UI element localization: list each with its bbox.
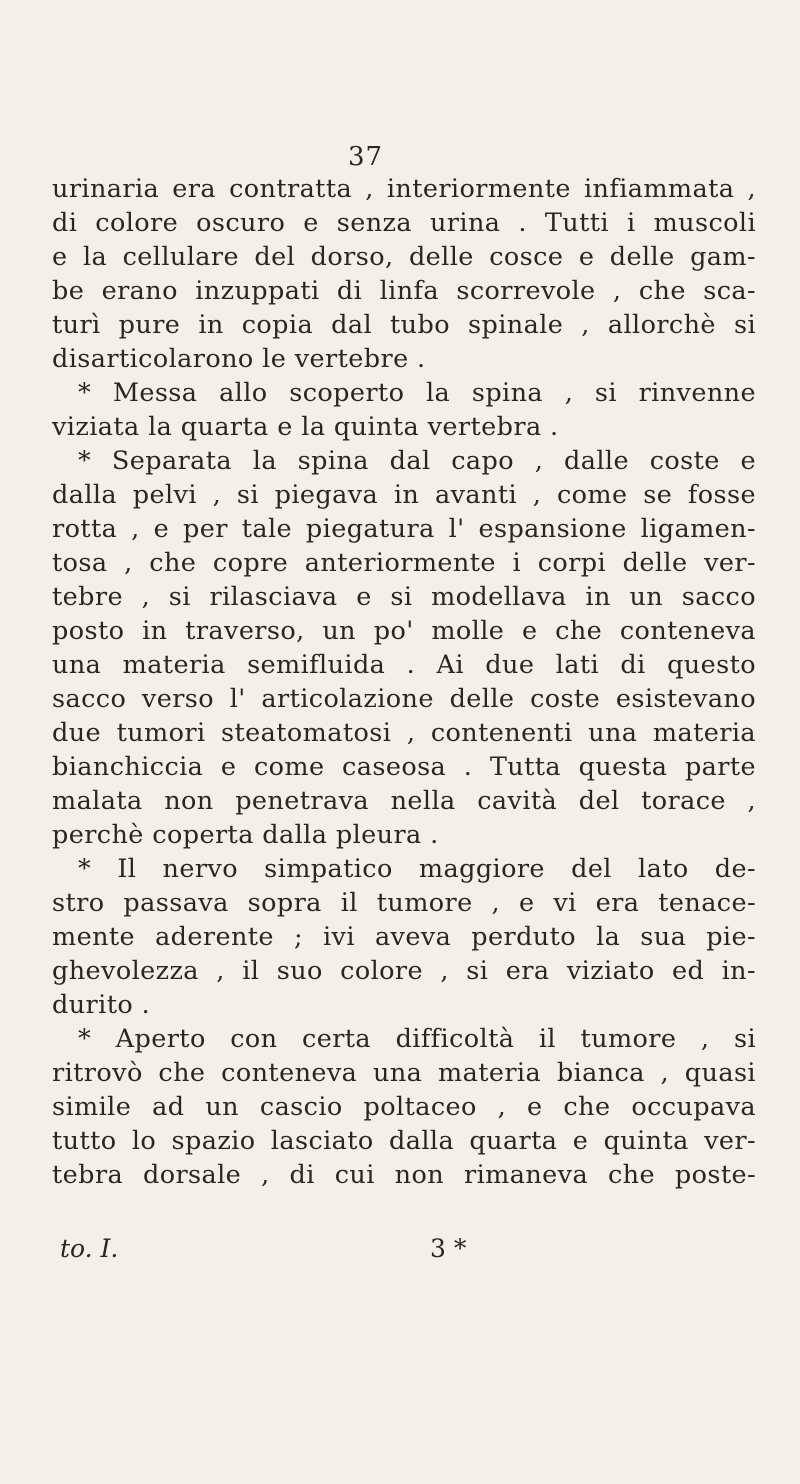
page-number: 37: [348, 142, 384, 172]
text-line: rotta , e per tale piegatura l' espansione ligamen-: [52, 514, 756, 544]
text-line: tosa , che copre anteriormente i corpi delle ver-: [52, 548, 756, 578]
text-line: * Separata la spina dal capo , dalle coste e: [78, 446, 756, 476]
text-line: durito .: [52, 990, 151, 1020]
text-line: malata non penetrava nella cavità del torace ,: [52, 786, 756, 816]
text-line: dalla pelvi , si piegava in avanti , come se fosse: [52, 480, 756, 510]
text-line: turì pure in copia dal tubo spinale , allorchè si: [52, 310, 756, 340]
text-line: e la cellulare del dorso, delle cosce e delle gam-: [52, 242, 756, 272]
text-line: di colore oscuro e senza urina . Tutti i muscoli: [52, 208, 756, 238]
text-line: perchè coperta dalla pleura .: [52, 820, 439, 850]
text-line: mente aderente ; ivi aveva perduto la sua pie-: [52, 922, 756, 952]
text-line: bianchiccia e come caseosa . Tutta questa parte: [52, 752, 756, 782]
text-line: tebra dorsale , di cui non rimaneva che poste-: [52, 1160, 756, 1190]
signature-line: [60, 1232, 580, 1266]
text-line: disarticolarono le vertebre .: [52, 344, 426, 374]
text-line: be erano inzuppati di linfa scorrevole , che sca-: [52, 276, 756, 306]
text-line: ghevolezza , il suo colore , si era viziato ed in-: [52, 956, 756, 986]
text-line: * Aperto con certa difficoltà il tumore , si: [78, 1024, 756, 1054]
text-line: ritrovò che conteneva una materia bianca , quasi: [52, 1058, 756, 1088]
text-line: tutto lo spazio lasciato dalla quarta e quinta ver-: [52, 1126, 756, 1156]
volume-mark: to. I.: [60, 1234, 119, 1263]
gathering-mark: 3 *: [430, 1234, 467, 1263]
text-line: tebre , si rilasciava e si modellava in un sacco: [52, 582, 756, 612]
text-line: una materia semifluida . Ai due lati di questo: [52, 650, 756, 680]
text-line: * Messa allo scoperto la spina , si rinvenne: [78, 378, 756, 408]
text-line: urinaria era contratta , interiormente infiammata ,: [52, 174, 756, 204]
text-line: sacco verso l' articolazione delle coste esistevano: [52, 684, 756, 714]
text-line: simile ad un cascio poltaceo , e che occupava: [52, 1092, 756, 1122]
text-line: due tumori steatomatosi , contenenti una materia: [52, 718, 756, 748]
text-line: posto in traverso, un po' molle e che conteneva: [52, 616, 756, 646]
text-line: * Il nervo simpatico maggiore del lato de-: [78, 854, 756, 884]
text-line: stro passava sopra il tumore , e vi era tenace-: [52, 888, 756, 918]
text-line: viziata la quarta e la quinta vertebra .: [52, 412, 559, 442]
